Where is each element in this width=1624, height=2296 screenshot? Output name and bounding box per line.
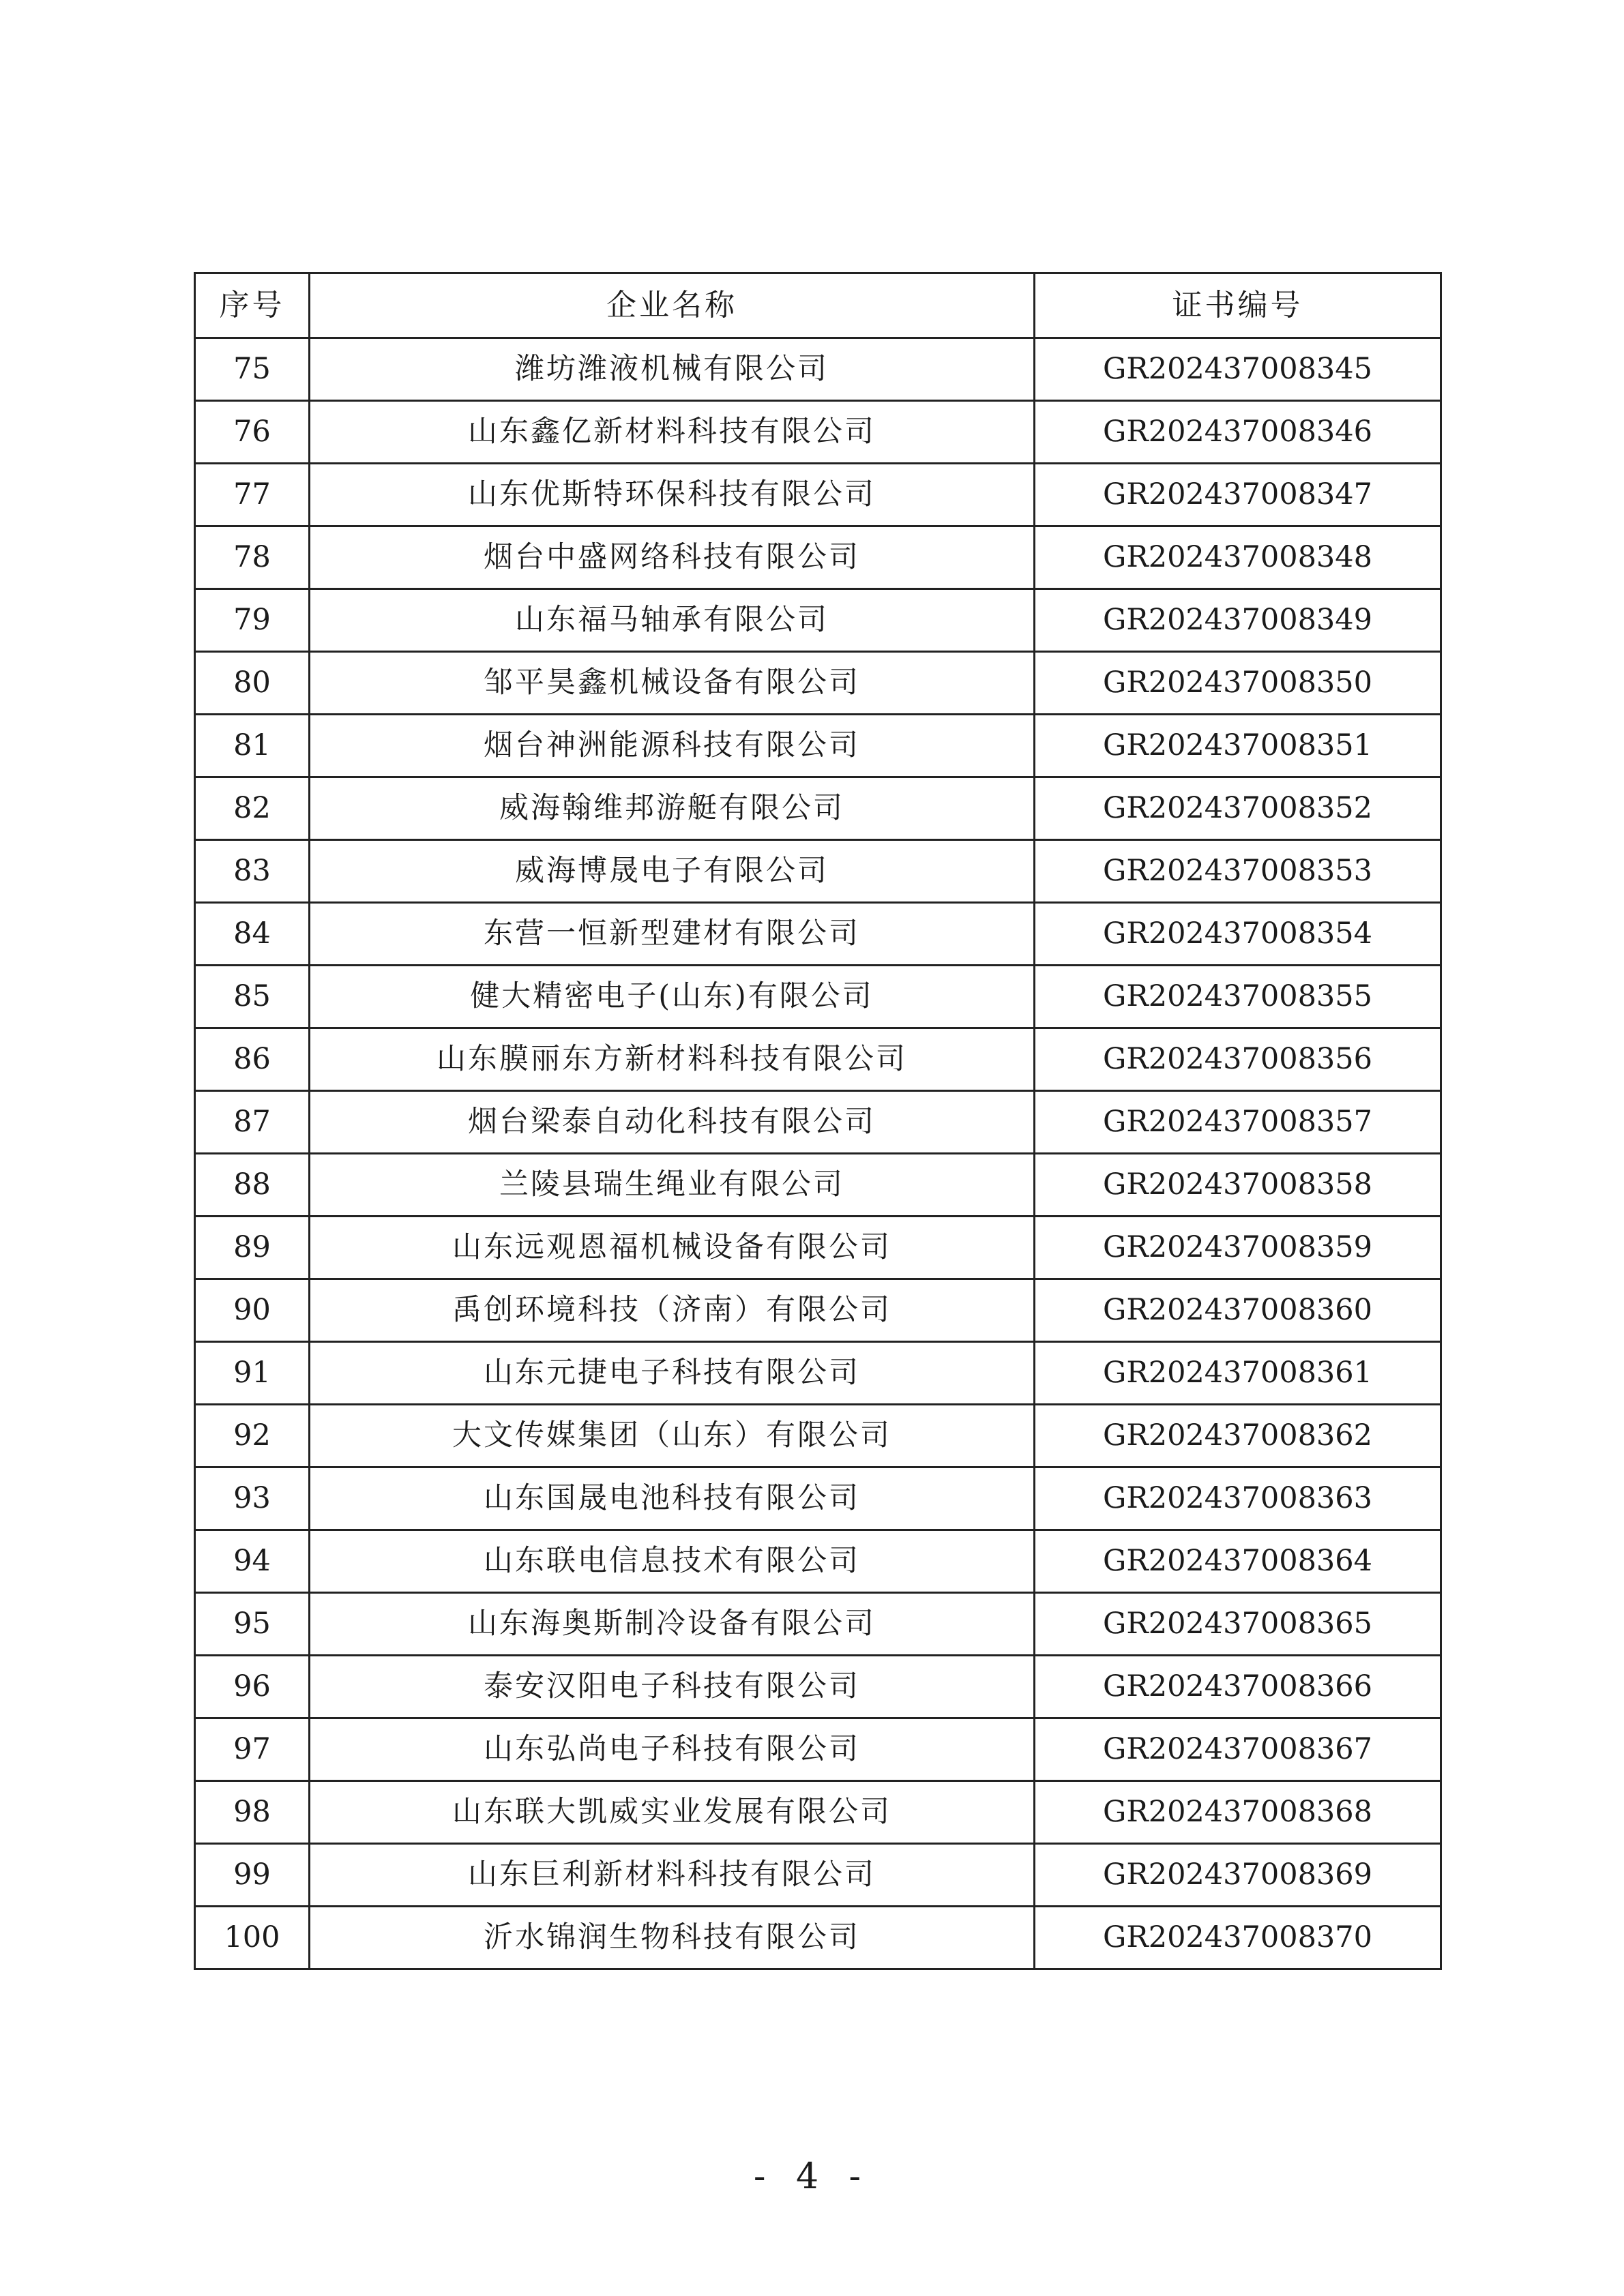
- table-row: [195, 966, 1441, 1028]
- serial-number-cell: 98: [195, 1781, 310, 1844]
- certificate-number-cell: GR202437008370: [1035, 1907, 1441, 1969]
- serial-number-cell: 76: [195, 401, 310, 464]
- certificate-number-cell: GR202437008355: [1035, 966, 1441, 1028]
- table-row: [195, 464, 1441, 526]
- serial-number-cell: 97: [195, 1718, 310, 1781]
- serial-number-cell: 77: [195, 464, 310, 526]
- certificate-number-cell: GR202437008352: [1035, 777, 1441, 840]
- table-row: [195, 401, 1441, 464]
- company-name-cell: 威海翰维邦游艇有限公司: [310, 777, 1035, 840]
- table-row: [195, 1091, 1441, 1154]
- table-row: [195, 1718, 1441, 1781]
- certificate-number-cell: GR202437008359: [1035, 1217, 1441, 1279]
- certificate-number-cell: GR202437008363: [1035, 1467, 1441, 1530]
- company-name-cell: 烟台梁泰自动化科技有限公司: [310, 1091, 1035, 1154]
- company-name-cell: 沂水锦润生物科技有限公司: [310, 1907, 1035, 1969]
- table-row: [195, 1844, 1441, 1907]
- table-body: [195, 338, 1441, 1969]
- serial-number-cell: 85: [195, 966, 310, 1028]
- certificate-number-cell: GR202437008366: [1035, 1656, 1441, 1718]
- table-row: [195, 1781, 1441, 1844]
- company-name-cell: 禹创环境科技（济南）有限公司: [310, 1279, 1035, 1342]
- company-name-cell: 邹平昊鑫机械设备有限公司: [310, 652, 1035, 715]
- certificate-number-cell: GR202437008365: [1035, 1593, 1441, 1656]
- certificate-number-cell: GR202437008348: [1035, 526, 1441, 589]
- header-company-name: 企业名称: [310, 273, 1035, 338]
- table-row: [195, 1656, 1441, 1718]
- serial-number-cell: 92: [195, 1405, 310, 1467]
- serial-number-cell: 99: [195, 1844, 310, 1907]
- company-name-cell: 山东远观恩福机械设备有限公司: [310, 1217, 1035, 1279]
- certificate-number-cell: GR202437008351: [1035, 715, 1441, 777]
- serial-number-cell: 96: [195, 1656, 310, 1718]
- company-certificate-table-wrapper: [194, 272, 1440, 1970]
- table-row: [195, 1154, 1441, 1217]
- serial-number-cell: 93: [195, 1467, 310, 1530]
- table-row: [195, 589, 1441, 652]
- table-row: [195, 903, 1441, 966]
- certificate-number-cell: GR202437008349: [1035, 589, 1441, 652]
- header-serial-number: 序号: [195, 273, 310, 338]
- table-row: [195, 652, 1441, 715]
- certificate-number-cell: GR202437008367: [1035, 1718, 1441, 1781]
- certificate-number-cell: GR202437008346: [1035, 401, 1441, 464]
- serial-number-cell: 90: [195, 1279, 310, 1342]
- certificate-number-cell: GR202437008345: [1035, 338, 1441, 401]
- table-row: [195, 1342, 1441, 1405]
- table-header: [195, 273, 1441, 338]
- serial-number-cell: 94: [195, 1530, 310, 1593]
- company-name-cell: 泰安汉阳电子科技有限公司: [310, 1656, 1035, 1718]
- company-name-cell: 烟台神洲能源科技有限公司: [310, 715, 1035, 777]
- page-number: - 4 -: [753, 2156, 871, 2197]
- serial-number-cell: 89: [195, 1217, 310, 1279]
- company-name-cell: 山东海奥斯制冷设备有限公司: [310, 1593, 1035, 1656]
- serial-number-cell: 81: [195, 715, 310, 777]
- serial-number-cell: 82: [195, 777, 310, 840]
- serial-number-cell: 86: [195, 1028, 310, 1091]
- table-row: [195, 840, 1441, 903]
- table-row: [195, 1907, 1441, 1969]
- serial-number-cell: 88: [195, 1154, 310, 1217]
- company-name-cell: 山东福马轴承有限公司: [310, 589, 1035, 652]
- table-row: [195, 1530, 1441, 1593]
- table-row: [195, 526, 1441, 589]
- table-row: [195, 1028, 1441, 1091]
- table-row: [195, 338, 1441, 401]
- certificate-number-cell: GR202437008362: [1035, 1405, 1441, 1467]
- serial-number-cell: 78: [195, 526, 310, 589]
- company-name-cell: 山东联电信息技术有限公司: [310, 1530, 1035, 1593]
- company-name-cell: 潍坊潍液机械有限公司: [310, 338, 1035, 401]
- header-certificate-number: 证书编号: [1035, 273, 1441, 338]
- certificate-number-cell: GR202437008364: [1035, 1530, 1441, 1593]
- certificate-number-cell: GR202437008357: [1035, 1091, 1441, 1154]
- company-name-cell: 山东膜丽东方新材料科技有限公司: [310, 1028, 1035, 1091]
- company-name-cell: 烟台中盛网络科技有限公司: [310, 526, 1035, 589]
- serial-number-cell: 75: [195, 338, 310, 401]
- serial-number-cell: 100: [195, 1907, 310, 1969]
- table-row: [195, 1217, 1441, 1279]
- company-name-cell: 山东联大凯威实业发展有限公司: [310, 1781, 1035, 1844]
- company-name-cell: 山东优斯特环保科技有限公司: [310, 464, 1035, 526]
- company-name-cell: 山东国晟电池科技有限公司: [310, 1467, 1035, 1530]
- company-name-cell: 健大精密电子(山东)有限公司: [310, 966, 1035, 1028]
- table-row: [195, 777, 1441, 840]
- serial-number-cell: 95: [195, 1593, 310, 1656]
- company-name-cell: 大文传媒集团（山东）有限公司: [310, 1405, 1035, 1467]
- company-name-cell: 山东弘尚电子科技有限公司: [310, 1718, 1035, 1781]
- certificate-number-cell: GR202437008354: [1035, 903, 1441, 966]
- table-row: [195, 1405, 1441, 1467]
- serial-number-cell: 87: [195, 1091, 310, 1154]
- serial-number-cell: 79: [195, 589, 310, 652]
- company-name-cell: 东营一恒新型建材有限公司: [310, 903, 1035, 966]
- certificate-number-cell: GR202437008360: [1035, 1279, 1441, 1342]
- serial-number-cell: 91: [195, 1342, 310, 1405]
- company-name-cell: 威海博晟电子有限公司: [310, 840, 1035, 903]
- company-name-cell: 兰陵县瑞生绳业有限公司: [310, 1154, 1035, 1217]
- company-name-cell: 山东鑫亿新材料科技有限公司: [310, 401, 1035, 464]
- certificate-number-cell: GR202437008361: [1035, 1342, 1441, 1405]
- company-name-cell: 山东元捷电子科技有限公司: [310, 1342, 1035, 1405]
- table-row: [195, 1593, 1441, 1656]
- table-row: [195, 715, 1441, 777]
- serial-number-cell: 80: [195, 652, 310, 715]
- certificate-number-cell: GR202437008358: [1035, 1154, 1441, 1217]
- certificate-number-cell: GR202437008353: [1035, 840, 1441, 903]
- certificate-number-cell: GR202437008350: [1035, 652, 1441, 715]
- table-row: [195, 1467, 1441, 1530]
- company-name-cell: 山东巨利新材料科技有限公司: [310, 1844, 1035, 1907]
- header-row: [195, 273, 1441, 338]
- serial-number-cell: 83: [195, 840, 310, 903]
- certificate-number-cell: GR202437008347: [1035, 464, 1441, 526]
- table-row: [195, 1279, 1441, 1342]
- certificate-number-cell: GR202437008369: [1035, 1844, 1441, 1907]
- certificate-number-cell: GR202437008368: [1035, 1781, 1441, 1844]
- certificate-number-cell: GR202437008356: [1035, 1028, 1441, 1091]
- serial-number-cell: 84: [195, 903, 310, 966]
- company-certificate-table: [194, 272, 1442, 1970]
